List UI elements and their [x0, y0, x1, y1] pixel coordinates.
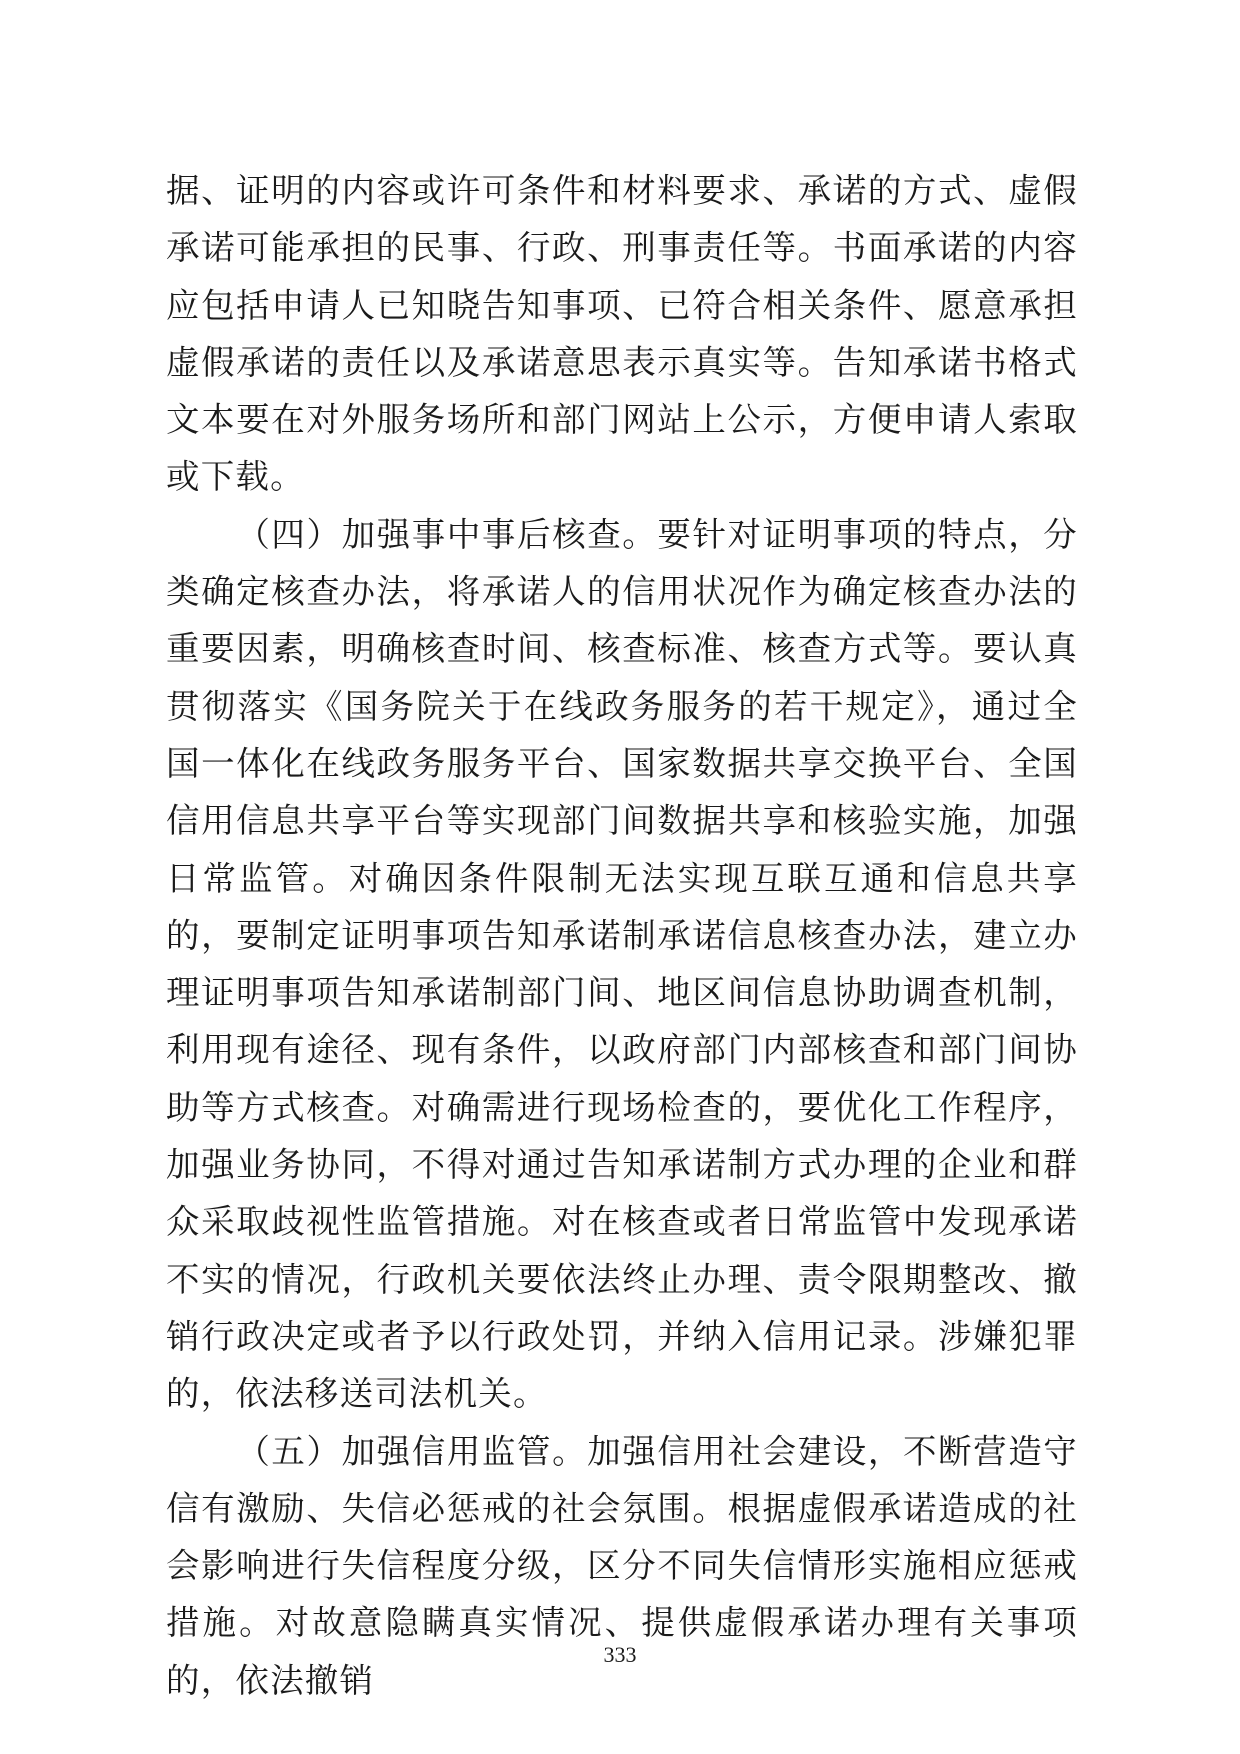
paragraph-section-five: （五）加强信用监管。加强信用社会建设，不断营造守信有激励、失信必惩戒的社会氛围。根据虚假承诺造成的社会影响进行失信程度分级，区分不同失信情形实施相应惩戒措施。对故意隐瞒真实情况、提供虚假承诺办理有关事项的，依法撤销	[166, 1431, 1078, 1700]
page-number: 333	[603, 1642, 637, 1667]
body-text	[166, 162, 1078, 1709]
paragraph-continuation: 据、证明的内容或许可条件和材料要求、承诺的方式、虚假承诺可能承担的民事、行政、刑事责任等。书面承诺的内容应包括申请人已知晓告知事项、已符合相关条件、愿意承担虚假承诺的责任以及承诺意思表示真实等。告知承诺书格式文本要在对外服务场所和部门网站上公示，方便申请人索取或下载。	[166, 171, 1078, 497]
paragraph-section-four: （四）加强事中事后核查。要针对证明事项的特点，分类确定核查办法，将承诺人的信用状况作为确定核查办法的重要因素，明确核查时间、核查标准、核查方式等。要认真贯彻落实《国务院关于在线政务服务的若干规定》，通过全国一体化在线政务服务平台、国家数据共享交换平台、全国信用信息共享平台等实现部门间数据共享和核验实施，加强日常监管。对确因条件限制无法实现互联互通和信息共享的，要制定证明事项告知承诺制承诺信息核查办法，建立办理证明事项告知承诺制部门间、地区间信息协助调查机制，利用现有途径、现有条件，以政府部门内部核查和部门间协助等方式核查。对确需进行现场检查的，要优化工作程序，加强业务协同，不得对通过告知承诺制方式办理的企业和群众采取歧视性监管措施。对在核查或者日常监管中发现承诺不实的情况，行政机关要依法终止办理、责令限期整改、撤销行政决定或者予以行政处罚，并纳入信用记录。涉嫌犯罪的，依法移送司法机关。	[166, 514, 1078, 1414]
